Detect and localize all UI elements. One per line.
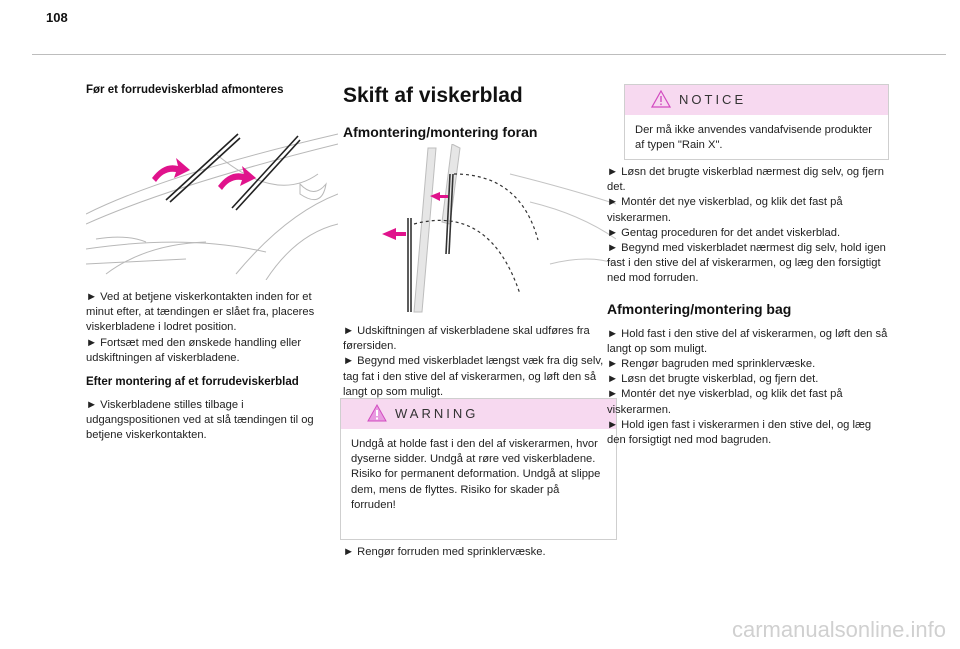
heading-after-mounting: Efter montering af et forrudeviskerblad: [86, 376, 299, 389]
instruction-rear-4: ► Montér det nye viskerblad, og klik det fast på viskerarmen.: [607, 388, 843, 416]
warning-text: Undgå at holde fast i den del af viskerarmen, hvor dyserne sidder. Undgå at røre ved viskerbladene. Risiko for permanent deformation. Undgå at slippe dem, mens de flyttes. Risiko for skader på forruden!: [351, 438, 601, 511]
warning-header: [341, 399, 616, 429]
instruction-3: ► Viskerbladene stilles tilbage i udgangspositionen ved at slå tændingen til og betjene viskerkontakten.: [86, 399, 314, 442]
notice-box: [624, 84, 889, 160]
subtitle-rear: Afmontering/montering bag: [607, 300, 792, 317]
notice-text: Der må ikke anvendes vandafvisende produkter af typen "Rain X".: [635, 124, 872, 152]
windscreen-illustration: [86, 114, 338, 280]
instruction-front-4: ► Løsn det brugte viskerblad nærmest dig selv, og fjern det.: [607, 166, 885, 194]
heading-before-removal: Før et forrudeviskerblad afmonteres: [86, 84, 284, 96]
watermark: carmanualsonline.info: [731, 617, 946, 642]
instruction-rear-1: ► Hold fast i den stive del af viskerarmen, og løft den så langt op som muligt.: [607, 327, 888, 355]
instruction-rear-2: ► Rengør bagruden med sprinklervæske.: [607, 358, 816, 371]
page-number: 108: [46, 10, 68, 25]
instruction-rear-3: ► Løsn det brugte viskerblad, og fjern det.: [607, 373, 819, 386]
instruction-front-2: ► Begynd med viskerbladet længst væk fra dig selv, tag fat i den stive del af viskerarmen, og løft den så langt op som muligt.: [343, 355, 604, 398]
instruction-front-6: ► Gentag proceduren for det andet viskerblad.: [607, 226, 841, 239]
front-wiper-illustration: [370, 144, 616, 314]
warning-box: [340, 398, 617, 540]
instruction-2: ► Fortsæt med den ønskede handling eller udskiftningen af viskerbladene.: [86, 336, 302, 364]
notice-header: [625, 85, 888, 115]
section-title: Skift af viskerblad: [343, 84, 523, 107]
notice-icon: [651, 90, 671, 108]
instruction-1: ► Ved at betjene viskerkontakten inden for et minut efter, at tændingen er slået fra, placeres viskerbladene i lodret position.: [86, 291, 315, 334]
notice-label: NOTICE: [679, 92, 747, 107]
warning-label: WARNING: [395, 406, 479, 421]
instruction-front-1: ► Udskiftningen af viskerbladene skal udføres fra førersiden.: [343, 325, 590, 353]
instruction-rear-5: ► Hold igen fast i viskerarmen i den stive del, og læg den forsigtigt ned mod bagruden.: [607, 418, 872, 447]
top-divider: [32, 54, 946, 55]
subtitle-front: Afmontering/montering foran: [343, 124, 538, 140]
instruction-front-7: ► Begynd med viskerbladet nærmest dig selv, hold igen fast i den stive del af viskerarmen, og læg den forsigtigt ned mod forruden.: [607, 242, 886, 285]
instruction-front-5: ► Montér det nye viskerblad, og klik det fast på viskerarmen.: [607, 196, 843, 224]
instruction-front-3: ► Rengør forruden med sprinklervæske.: [343, 546, 546, 558]
warning-icon: [367, 404, 387, 422]
